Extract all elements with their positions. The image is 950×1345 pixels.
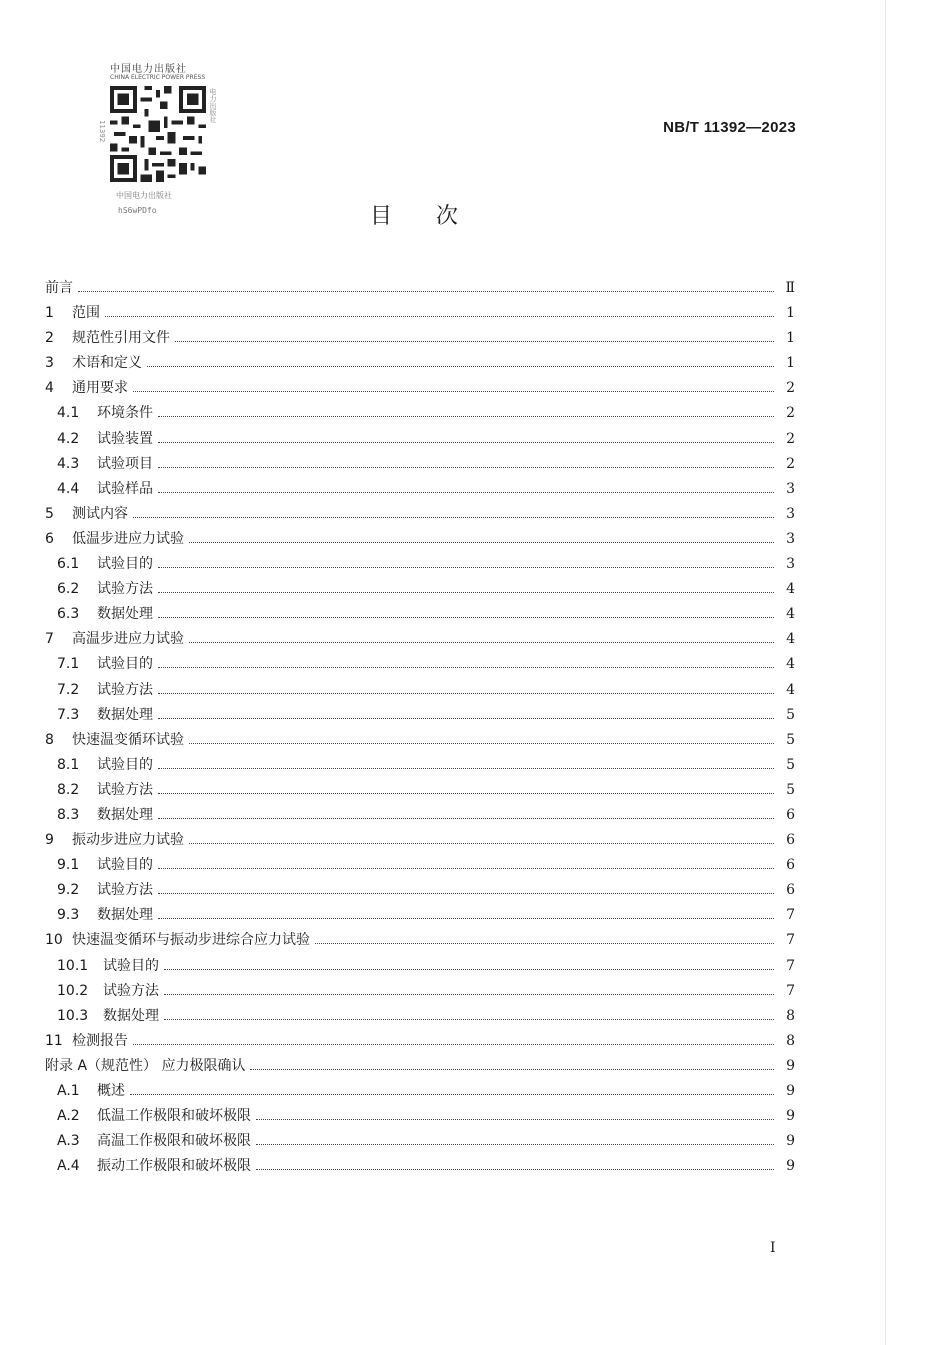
- toc-entry-number: 9.2: [57, 882, 80, 899]
- toc-entry-page: 1: [786, 330, 795, 347]
- toc-entry[interactable]: [45, 327, 795, 352]
- toc-entry-number: 10.3: [57, 1007, 89, 1024]
- toc-leader-dots: [158, 667, 774, 668]
- toc-leader-dots: [158, 617, 774, 618]
- toc-leader-dots: [158, 918, 774, 919]
- toc-leader-dots: [158, 718, 774, 719]
- toc-entry-page: 2: [786, 430, 795, 447]
- toc-entry-number: 10.1: [57, 957, 89, 974]
- toc-entry-number: 10.2: [57, 982, 89, 999]
- toc-entry-number: 7.3: [57, 706, 80, 723]
- toc-leader-dots: [158, 592, 774, 593]
- toc-entry-number: 10: [45, 932, 63, 949]
- toc-entry[interactable]: [45, 829, 795, 854]
- toc-entry-label: 低温步进应力试验: [72, 530, 184, 547]
- toc-leader-dots: [164, 969, 774, 970]
- toc-entry-page: 4: [786, 581, 795, 598]
- toc-entry[interactable]: [45, 528, 795, 553]
- toc-entry[interactable]: [45, 377, 795, 402]
- toc-entry-label: 数据处理: [97, 806, 153, 823]
- toc-entry-label: 术语和定义: [72, 355, 142, 372]
- toc-entry-label: 振动工作极限和破坏极限: [97, 1158, 251, 1175]
- toc-entry-number: 3: [45, 355, 54, 372]
- toc-entry-number: 6: [45, 530, 54, 547]
- toc-entry-label: 试验目的: [103, 957, 159, 974]
- toc-entry-label: 数据处理: [103, 1007, 159, 1024]
- toc-entry-page: 4: [786, 631, 795, 648]
- toc-entry[interactable]: [45, 1130, 795, 1155]
- toc-entry-number: 6.2: [57, 581, 80, 598]
- stamp-title: 中国电力出版社: [110, 64, 187, 75]
- toc-entry-page: 7: [786, 957, 795, 974]
- toc-entry-page: 1: [786, 355, 795, 372]
- toc-entry-number: A.2: [57, 1108, 80, 1125]
- toc-entry[interactable]: [45, 980, 795, 1005]
- toc-entry-label: 试验装置: [97, 430, 153, 447]
- toc-leader-dots: [158, 868, 774, 869]
- toc-entry-page: 9: [786, 1083, 795, 1099]
- toc-entry-page: 2: [786, 455, 795, 472]
- page-edge: [885, 0, 886, 1345]
- toc-entry-label: 试验方法: [97, 882, 153, 899]
- toc-entry-number: 8: [45, 731, 54, 748]
- toc-leader-dots: [158, 818, 774, 819]
- toc-entry[interactable]: [45, 1080, 795, 1105]
- toc-entry-label: 检测报告: [72, 1032, 128, 1049]
- toc-entry[interactable]: [45, 428, 795, 453]
- table-of-contents: [45, 277, 795, 1180]
- toc-leader-dots: [158, 893, 774, 894]
- toc-entry-page: 9: [786, 1108, 795, 1125]
- toc-entry[interactable]: [45, 402, 795, 427]
- toc-leader-dots: [158, 416, 774, 417]
- toc-entry-number: 5: [45, 505, 54, 522]
- toc-entry-label: 数据处理: [97, 907, 153, 924]
- toc-entry[interactable]: [45, 277, 795, 302]
- toc-entry-label: 试验方法: [97, 781, 153, 798]
- toc-entry-page: 6: [786, 832, 795, 849]
- toc-entry-page: 5: [786, 781, 795, 798]
- toc-entry-label: 试验目的: [97, 756, 153, 773]
- toc-entry-number: A.4: [57, 1158, 80, 1175]
- toc-entry-page: 6: [786, 882, 795, 899]
- toc-entry-page: 5: [786, 756, 795, 773]
- toc-entry-page: 4: [786, 656, 795, 673]
- toc-entry[interactable]: [45, 578, 795, 603]
- toc-leader-dots: [133, 517, 774, 518]
- toc-leader-dots: [164, 994, 774, 995]
- toc-entry-number: 8.3: [57, 806, 80, 823]
- toc-entry-label: 测试内容: [72, 505, 128, 522]
- toc-entry-page: 3: [786, 505, 795, 522]
- stamp-side-right: 电力出版社: [209, 88, 217, 123]
- toc-entry[interactable]: [45, 503, 795, 528]
- toc-entry-number: 6.1: [57, 556, 80, 573]
- toc-entry[interactable]: [45, 904, 795, 929]
- toc-entry[interactable]: [45, 1105, 795, 1130]
- toc-leader-dots: [315, 943, 774, 944]
- stamp-bottom-text: 中国电力出版社: [116, 191, 172, 200]
- toc-entry-label: 试验方法: [97, 681, 153, 698]
- toc-entry-number: 7.2: [57, 681, 80, 698]
- toc-entry-page: Ⅱ: [785, 280, 795, 296]
- toc-entry-page: 8: [786, 1007, 795, 1024]
- toc-entry-label: 数据处理: [97, 706, 153, 723]
- toc-entry[interactable]: [45, 1005, 795, 1030]
- toc-entry-label: 试验项目: [97, 455, 153, 472]
- toc-entry-number: 6.3: [57, 606, 80, 623]
- toc-entry-number: 8.2: [57, 781, 80, 798]
- toc-entry-page: 7: [786, 982, 795, 999]
- toc-entry-number: 7.1: [57, 656, 80, 673]
- toc-leader-dots: [250, 1069, 774, 1070]
- toc-leader-dots: [189, 542, 774, 543]
- qr-code-icon: [110, 86, 206, 182]
- toc-entry-label: 试验样品: [97, 480, 153, 497]
- toc-entry[interactable]: [45, 754, 795, 779]
- toc-entry-label: 快速温变循环与振动步进综合应力试验: [72, 932, 310, 949]
- toc-entry-page: 4: [786, 681, 795, 698]
- toc-entry-page: 9: [786, 1158, 795, 1175]
- toc-entry-label: 概述: [97, 1083, 125, 1099]
- toc-entry-label: 振动步进应力试验: [72, 832, 184, 849]
- toc-entry[interactable]: [45, 478, 795, 503]
- toc-entry[interactable]: [45, 628, 795, 653]
- toc-entry-label: 通用要求: [72, 380, 128, 397]
- toc-leader-dots: [158, 492, 774, 493]
- toc-entry-page: 9: [786, 1057, 795, 1074]
- toc-entry-number: 4.1: [57, 405, 80, 422]
- toc-entry-number: 11: [45, 1032, 63, 1049]
- toc-leader-dots: [130, 1094, 774, 1095]
- toc-leader-dots: [158, 467, 774, 468]
- toc-entry-label: 环境条件: [97, 405, 153, 422]
- toc-entry[interactable]: [45, 729, 795, 754]
- toc-entry-label: 前言: [45, 280, 73, 296]
- toc-entry[interactable]: [45, 553, 795, 578]
- toc-entry-number: 9.1: [57, 857, 80, 874]
- toc-entry-page: 7: [786, 932, 795, 949]
- toc-entry[interactable]: [45, 929, 795, 954]
- toc-entry-label: 附录 A（规范性） 应力极限确认: [45, 1057, 246, 1074]
- toc-entry[interactable]: [45, 804, 795, 829]
- toc-leader-dots: [175, 341, 774, 342]
- toc-entry-page: 6: [786, 806, 795, 823]
- toc-leader-dots: [158, 768, 774, 769]
- toc-entry-number: 1: [45, 305, 54, 322]
- toc-leader-dots: [158, 793, 774, 794]
- page-number: I: [770, 1240, 776, 1256]
- toc-leader-dots: [158, 442, 774, 443]
- toc-entry[interactable]: [45, 955, 795, 980]
- toc-leader-dots: [189, 743, 774, 744]
- toc-entry-number: 9.3: [57, 907, 80, 924]
- toc-entry-page: 5: [786, 731, 795, 748]
- toc-leader-dots: [189, 642, 774, 643]
- toc-entry-label: 试验目的: [97, 656, 153, 673]
- toc-entry[interactable]: [45, 779, 795, 804]
- toc-leader-dots: [133, 391, 774, 392]
- toc-entry-label: 低温工作极限和破坏极限: [97, 1108, 251, 1125]
- toc-entry[interactable]: [45, 603, 795, 628]
- toc-entry-page: 2: [786, 380, 795, 397]
- toc-entry-label: 范围: [72, 305, 100, 322]
- toc-leader-dots: [164, 1019, 774, 1020]
- toc-entry[interactable]: [45, 879, 795, 904]
- toc-entry[interactable]: [45, 679, 795, 704]
- toc-entry-page: 3: [786, 480, 795, 497]
- toc-entry-number: 4.3: [57, 455, 80, 472]
- toc-entry-label: 试验目的: [97, 556, 153, 573]
- toc-entry-label: 试验方法: [103, 982, 159, 999]
- toc-entry-page: 4: [786, 606, 795, 623]
- toc-entry-page: 3: [786, 530, 795, 547]
- toc-entry-page: 7: [786, 907, 795, 924]
- toc-leader-dots: [78, 291, 774, 292]
- stamp-code: hS6wPDfo: [118, 206, 157, 215]
- toc-entry-label: 快速温变循环试验: [72, 731, 184, 748]
- toc-entry[interactable]: [45, 854, 795, 879]
- toc-entry[interactable]: [45, 1055, 795, 1080]
- toc-entry[interactable]: [45, 1155, 795, 1180]
- publisher-stamp: [96, 58, 226, 223]
- toc-entry-number: 9: [45, 832, 54, 849]
- toc-entry-label: 规范性引用文件: [72, 330, 170, 347]
- toc-leader-dots: [256, 1119, 774, 1120]
- toc-entry-label: 高温工作极限和破坏极限: [97, 1133, 251, 1150]
- toc-leader-dots: [256, 1169, 774, 1170]
- toc-entry-number: A.3: [57, 1133, 80, 1150]
- toc-entry-page: 3: [786, 556, 795, 573]
- toc-entry-number: 4.4: [57, 480, 80, 497]
- toc-leader-dots: [256, 1144, 774, 1145]
- toc-entry-page: 1: [786, 305, 795, 322]
- toc-entry-number: 7: [45, 631, 54, 648]
- toc-entry[interactable]: [45, 352, 795, 377]
- toc-leader-dots: [158, 567, 774, 568]
- toc-entry-label: 数据处理: [97, 606, 153, 623]
- toc-entry-page: 8: [786, 1032, 795, 1049]
- toc-leader-dots: [133, 1044, 774, 1045]
- toc-entry-page: 2: [786, 405, 795, 422]
- toc-entry[interactable]: [45, 453, 795, 478]
- stamp-subtitle: CHINA ELECTRIC POWER PRESS: [110, 74, 206, 81]
- toc-entry-page: 9: [786, 1133, 795, 1150]
- toc-leader-dots: [189, 843, 774, 844]
- toc-entry-page: 5: [786, 706, 795, 723]
- toc-entry-number: 4.2: [57, 430, 80, 447]
- toc-entry[interactable]: [45, 653, 795, 678]
- toc-entry-page: 6: [786, 857, 795, 874]
- toc-title: 目次: [370, 204, 503, 229]
- toc-entry-number: A.1: [57, 1083, 80, 1099]
- toc-entry-label: 试验目的: [97, 857, 153, 874]
- toc-entry[interactable]: [45, 302, 795, 327]
- toc-leader-dots: [158, 693, 774, 694]
- stamp-side-left: 11392: [98, 120, 106, 143]
- toc-entry-number: 2: [45, 330, 54, 347]
- toc-entry-number: 8.1: [57, 756, 80, 773]
- toc-entry-label: 高温步进应力试验: [72, 631, 184, 648]
- toc-entry[interactable]: [45, 1030, 795, 1055]
- document-code: NB/T 11392—2023: [663, 119, 796, 136]
- toc-leader-dots: [105, 316, 774, 317]
- toc-entry-label: 试验方法: [97, 581, 153, 598]
- toc-entry-number: 4: [45, 380, 54, 397]
- toc-leader-dots: [147, 366, 774, 367]
- toc-entry[interactable]: [45, 704, 795, 729]
